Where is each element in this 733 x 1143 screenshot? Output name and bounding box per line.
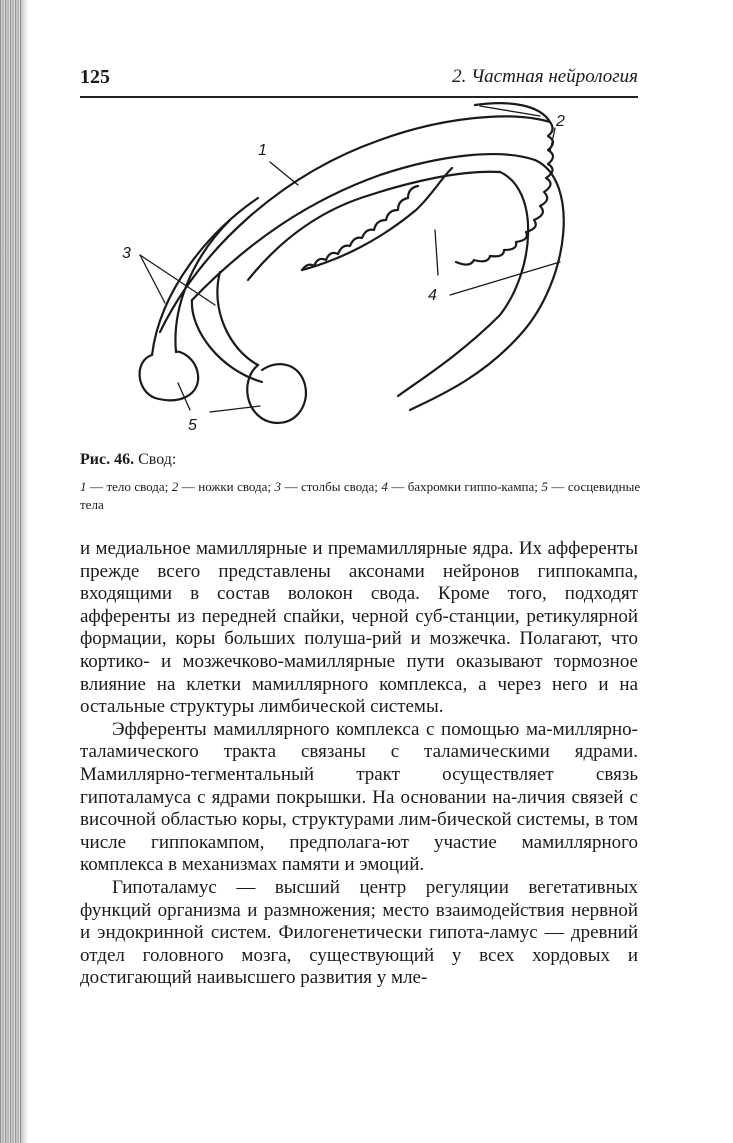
fornix-column-inner (175, 220, 230, 352)
caption-title-text: Свод: (138, 451, 177, 468)
fornix-body-inner (192, 154, 535, 300)
fornix-column-2-inner (217, 272, 258, 365)
legend-text-5: сосцевидные тела (80, 479, 641, 512)
callout-1: 1 (258, 142, 267, 159)
figure-caption (80, 450, 640, 514)
legend-num-3: 3 (274, 479, 282, 494)
leader-line-1 (270, 162, 298, 185)
mammillary-body-right (247, 364, 306, 423)
legend-text-1: тело свода; (106, 479, 169, 494)
leader-line-4a (435, 230, 438, 275)
caption-title (80, 450, 640, 470)
mammillary-body-left (140, 352, 199, 401)
legend-text-3: столбы свода; (301, 479, 378, 494)
paragraph-3: Гипоталамус — высший центр регуляции вегетативных функций организма и размножения; место взаимодействия нервной и эндокринной систем. Филогенетически гипота-ламус — древний отдел головного мозга, существующий у всех хордовых и достигающий наивысшего развития у мле- (80, 876, 638, 989)
fornix-crus-right-inner (398, 172, 528, 396)
body-text (80, 538, 638, 990)
legend-text-2: ножки свода; (198, 479, 272, 494)
paragraph-1: и медиальное мамиллярные и премамиллярные ядра. Их афференты прежде всего представлены аксонами нейронов гиппокампа, входящими в состав волокон свода. Кроме того, подходят афференты из передней спайки, черной суб-станции, ретикулярной формации, коры больших полуша-рий и мозжечка. Полагают, что кортико- и мозжечково-мамиллярные пути оказывают тормозное влияние на клетки мамиллярного комплекса, а через него и на остальные структуры лимбической системы. (80, 538, 638, 718)
fornix-column-outer (152, 198, 258, 355)
hippocampal-fimbria-right (456, 122, 553, 265)
legend-num-1: 1 (80, 479, 87, 494)
paragraph-2: Эфференты мамиллярного комплекса с помощью ма-миллярно-таламического тракта связаны с таламическими ядрами. Мамиллярно-тегментальный тракт осуществляет связь гипоталамуса с ядрами покрышки. На основании на-личия связей с височной областью коры, структурами лим-бической системы, в том числе гиппокампом, предполага-ют участие мамиллярного комплекса в механизмах памяти и эмоций. (80, 718, 638, 876)
fornix-figure (80, 100, 640, 445)
callout-labels (122, 113, 565, 434)
legend-text-4: бахромки гиппо-кампа; (407, 479, 538, 494)
legend-num-5: 5 (541, 479, 548, 494)
fimbria-middle-inner (302, 168, 452, 270)
book-binding-edge (0, 0, 22, 1143)
fornix-column-2-outer (192, 300, 262, 382)
callout-4: 4 (428, 287, 437, 304)
caption-legend: 1 — тело свода; 2 — ножки свода; 3 — столбы свода; 4 — бахромки гиппо-кампа; 5 — сосцевидные тела (80, 479, 641, 512)
legend-num-4: 4 (381, 479, 388, 494)
leader-line-3a (140, 255, 165, 303)
page-number: 125 (80, 66, 110, 88)
fornix-drawing (80, 100, 640, 445)
callout-2: 2 (556, 113, 565, 130)
caption-label: Рис. 46. (80, 451, 135, 468)
leader-line-4b (450, 262, 560, 295)
running-title: 2. Частная нейрология (452, 66, 638, 87)
callout-5: 5 (188, 417, 197, 434)
legend-num-2: 2 (171, 479, 179, 494)
binding-shadow (22, 0, 28, 1143)
page-header (80, 60, 638, 98)
callout-3: 3 (122, 245, 131, 262)
